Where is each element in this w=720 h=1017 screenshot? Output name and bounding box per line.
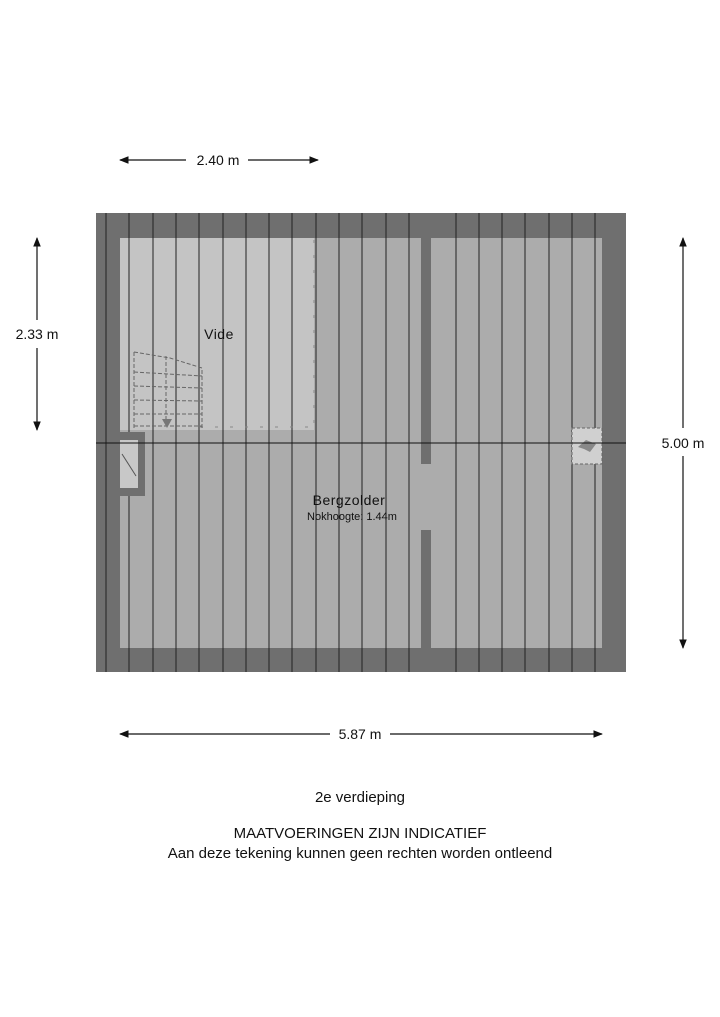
dimension-right-label: 5.00 m — [661, 435, 705, 451]
disclaimer-line-2: Aan deze tekening kunnen geen rechten worden ontleend — [167, 845, 553, 862]
partition-opening — [421, 464, 431, 530]
dimension-top-label: 2.40 m — [196, 152, 240, 168]
dimension-left — [16, 238, 59, 430]
room-label-vide: Vide — [204, 326, 234, 342]
room-label-bergzolder: Bergzolder — [312, 492, 386, 508]
dimension-bottom — [120, 726, 602, 742]
room-ridge-height: Nokhoogte: 1.44m — [307, 511, 397, 523]
dimension-left-label: 2.33 m — [15, 326, 59, 342]
dimension-right — [662, 238, 705, 648]
partition-wall-lower — [421, 530, 431, 648]
dimension-top — [120, 152, 318, 168]
shaft-inner — [120, 440, 138, 488]
disclaimer-line-1: MAATVOERINGEN ZIJN INDICATIEF — [233, 825, 487, 842]
dimension-bottom-label: 5.87 m — [338, 726, 382, 742]
floor-name: 2e verdieping — [314, 789, 406, 806]
partition-wall-upper — [421, 238, 431, 464]
